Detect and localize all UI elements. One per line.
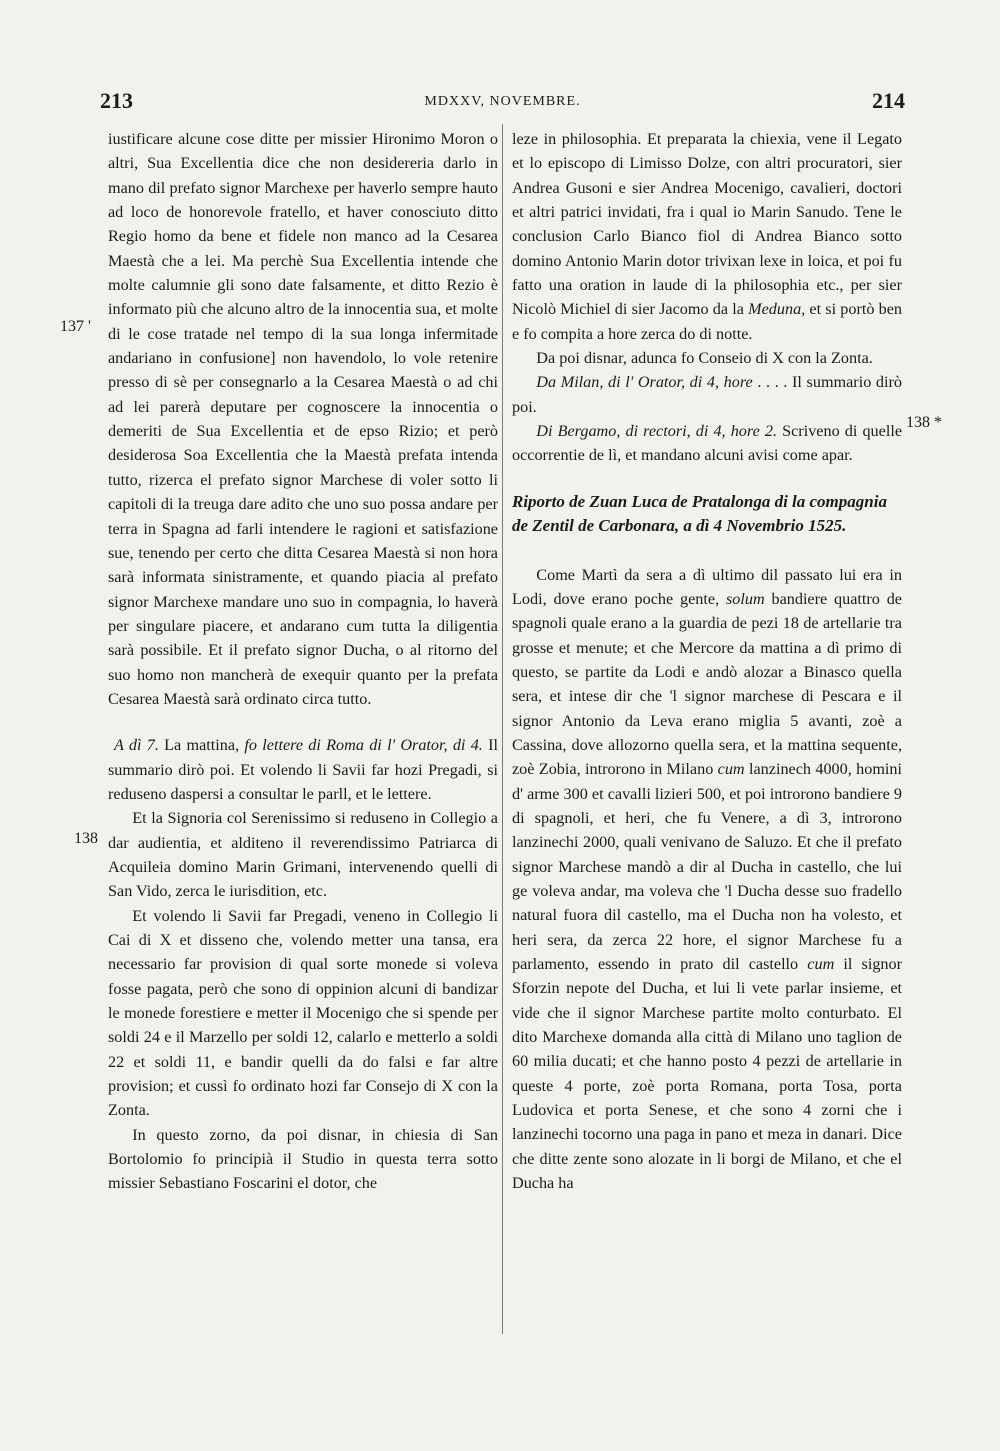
text-run: Il summario dirò poi. Et volendo li Savii far hozi Pregadi, si reduseno daspersi a consultar le parll, et le lettere. bbox=[108, 736, 499, 803]
paragraph: Da poi disnar, adunca fo Conseio di X con la Zonta. bbox=[536, 349, 873, 368]
text-run: leze in philosophia. Et preparata la chiexia, vene il Legato et lo episcopo di Limisso Dolze, con altri procuratori, sier Andrea Gusoni e sier Andrea Mocenigo, cavalieri, doctori et altri patrici invidati, fra i qual io Marin Sanudo. Tene le conclusion Carlo Bianco fiol di Andrea Bianco sotto domino Antonio Marin dotor trivixan lexe in loica, et poi fu fatto una oration in laude di la philosophia etc., per sier Nicolò Michiel di sier Jacomo da la bbox=[512, 130, 902, 319]
italic-run: Meduna, bbox=[748, 300, 806, 319]
right-column bbox=[512, 127, 902, 1195]
italic-run: Di Bergamo, di rectori, di 4, hore 2. bbox=[536, 422, 778, 441]
italic-run: Da Milan, di l' Orator, di 4, hore bbox=[536, 373, 753, 392]
text-run: il signor Sforzin nepote del Ducha, et lui li vete parlar insieme, et vide che il signor Marchese partite molto conturbato. El dito Marchexe domanda alla città di Milano uno taglion de 60 milia ducati; et che hanno posto 4 pezzi de artellarie in queste 4 porte, zoè porta Romana, porta Tosa, porta Ludovica et porta Senese, et che sono 4 zorni che i lanzinechi tocorno una paga in pano et meza in danari. Dice che ditte zente sono alozate in li borgi de Milano, et che el Ducha ha bbox=[512, 955, 902, 1193]
left-column bbox=[108, 127, 498, 1196]
text-run: Scriveno di quelle occorrentie de lì, et mandano alcuni avisi come apar. bbox=[512, 422, 903, 465]
text-run: . . . . Il summario dirò poi. bbox=[512, 373, 902, 416]
running-title: MDXXV, NOVEMBRE. bbox=[424, 94, 581, 109]
date-heading: A dì 7. bbox=[114, 736, 159, 755]
paragraph bbox=[512, 127, 902, 346]
italic-run: cum bbox=[807, 955, 835, 973]
paragraph bbox=[512, 419, 902, 468]
paragraph bbox=[512, 563, 902, 1196]
margin-note-138: 138 bbox=[74, 830, 98, 847]
margin-note-137: 137 ' bbox=[60, 318, 91, 335]
paragraph: Et la Signoria col Serenissimo si reduseno in Collegio a dar audientia, et alditeno il reverendissimo Patriarca di Acquileia domino Marin Grimani, intervenendo quelli di San Vido, zerca le iurisdition, etc. bbox=[108, 809, 498, 901]
text-run: Come Martì da sera a dì ultimo dil passato lui era in Lodi, dove erano poche gente, bbox=[512, 565, 902, 608]
running-header bbox=[100, 88, 905, 118]
italic-run: solum bbox=[725, 589, 765, 608]
italic-run: cum bbox=[717, 760, 745, 779]
paragraph: iustificare alcune cose ditte per missier Hironimo Moron o altri, Sua Excellentia dice che non desidereria darlo in mano dil prefato signor Marchexe per haverlo sempre hauto ad loco de honorevole fratello, et haver conosciuto ditto Regio homo da bene et fidele non manco ad la Cesarea Maestà che a lei. Ma perchè Sua Excellentia intende che molte calumnie gli sono date falsamente, et ditto Rezio è informato più che alcuno altro de la innocentia sua, et molte di le cose tratade nel tempo di la sua longa infermitade andariano in confusione] non havendolo, lo vole retenire presso di sè per consegnarlo a la Cesarea Maestà o ad chi ad lei parerà deputare per cognoscere la innocentia o demeriti de Sua Excellentia et de epso Rizio; et però desiderosa Soa Excellentia che la Maestà prefata intenda tutto, rizerca el prefato signor Marchese di voler sotto li capitoli di la treuga dare adito che uno suo possa andare per terra in Spagna ad farli intendere le ragioni et satisfazione sue, tenendo per certo che ditta Cesarea Maestà si non hora sarà informata sinistramente, et quando piacia al prefato signor Marchexe mandare uno suo in compagnia, lo haverà per singulare piacere, et andarano cum tutta la diligentia sarà possibile. Et il prefato signor Ducha, o al ritorno del suo homo non mancherà de exequir quanto per la prefata Cesarea Maestà sarà ordinato circa tutto. bbox=[108, 130, 498, 708]
paragraph: In questo zorno, da poi disnar, in chiesia di San Bortolomio fo principià il Studio in questa terra sotto missier Sebastiano Foscarini el dotor, che bbox=[108, 1125, 498, 1193]
text-run: La mattina, bbox=[158, 736, 245, 755]
text-run: lanzinech 4000, homini d' arme 300 et cavalli lizieri 500, et poi introrono bandiere 9 di spagnoli, et heri, che fu Venere, a dì 3, introrono lanzinechi 2000, quali venivano de Saluzo. Et che il prefato signor Marchese mandò a dir al Ducha in castello, che lui ge voleva andar, ma voleva che 'l Ducha desse suo fradello natural fuora dil castello, ma el Ducha non ha volesto, et heri sera, da zerca 22 hore, el signor Marchese fu a parlamento, essendo in prato dil castello bbox=[512, 760, 902, 973]
column-divider bbox=[502, 124, 503, 1334]
paragraph bbox=[512, 370, 902, 419]
text-run: et si portò ben e fo compita a hore zerca do di notte. bbox=[512, 300, 903, 343]
paragraph bbox=[108, 733, 498, 806]
margin-note-138-right: 138 * bbox=[906, 414, 942, 431]
page-number-right: 214 bbox=[872, 88, 905, 113]
paragraph: Et volendo li Savii far Pregadi, veneno in Collegio li Cai di X et disseno che, volendo metter una tansa, era necessario far provision di qual sorte monede si voleva fosse pagata, però che sono di oppinion alcuni di bandizar le monede forestiere e metter il Mocenigo che si spende per soldi 24 e il Marzello per soldi 12, calarlo e metterlo a soldi 22 et soldi 11, e bandir quelli da do falsi e far altre provision; et cussì fo ordinato hozi far Consejo di X con la Zonta. bbox=[108, 906, 498, 1120]
text-run: bandiere quattro de spagnoli quale erano a la guardia de pezi 18 de artellarie tra grosse et menute; et che Mercore da mattina a dì primo di questo, se partite da Lodi e andò alozar a Binasco quella sera, et intese dir che 'l signor marchese di Pescara e il signor Antonio da Leva erano miglia 5 avanti, zoè a Cassina, dove allozorno quella sera, et la mattina sequente, zoè Zobia, introrono in Milano bbox=[512, 589, 902, 779]
italic-run: fo lettere di Roma di l' Orator, di 4. bbox=[244, 736, 483, 755]
page-number-left: 213 bbox=[100, 88, 133, 113]
section-heading: Riporto de Zuan Luca de Pratalonga di la compagnia de Zentil de Carbonara, a dì 4 Novembrio 1525. bbox=[512, 491, 887, 536]
